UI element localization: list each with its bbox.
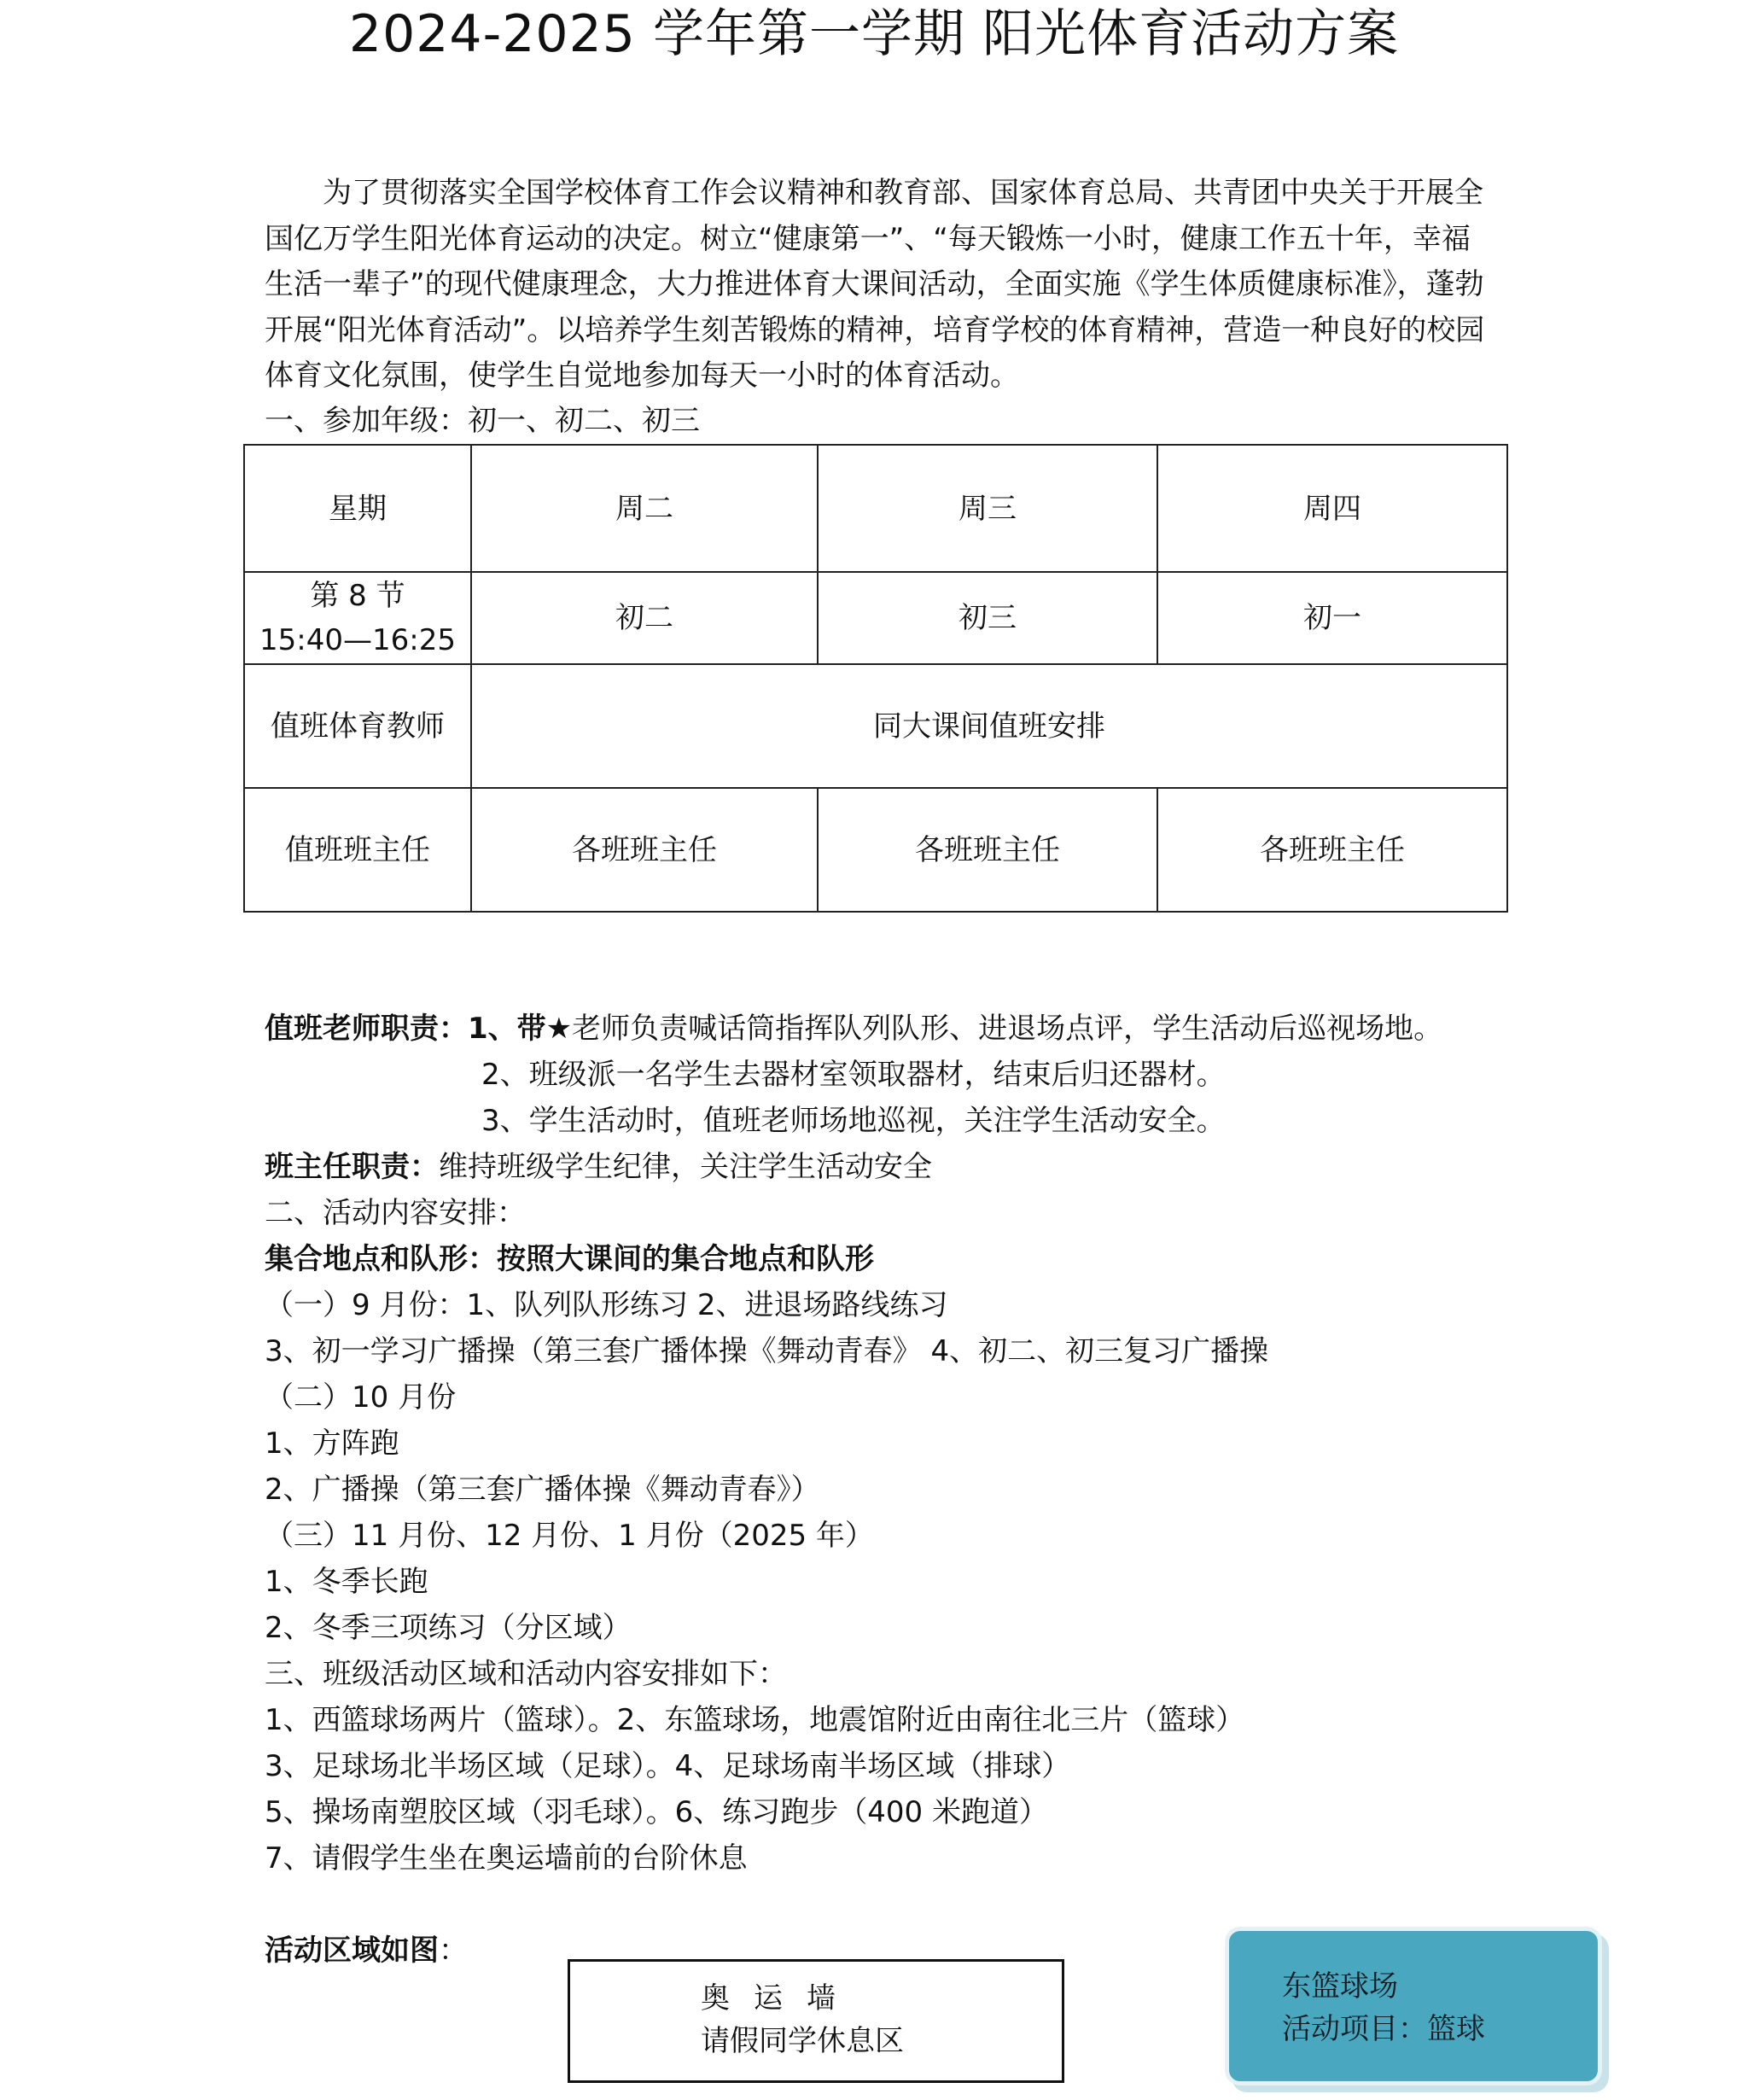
teacher-duty-line <box>265 1006 1442 1052</box>
table-cell: 值班班主任 <box>244 788 471 912</box>
period-time: 15:40—16:25 <box>259 623 456 657</box>
homeroom-duty-text: 维持班级学生纪律，关注学生活动安全 <box>439 1150 932 1184</box>
rest-area-box <box>568 1959 1064 2083</box>
area-line: 1、西篮球场两片（篮球）。2、东篮球场，地震馆附近由南往北三片（篮球） <box>265 1703 1245 1737</box>
teacher-duty-item1-prefix: 1、带★ <box>468 1012 573 1046</box>
area-line: 3、足球场北半场区域（足球）。4、足球场南半场区域（排球） <box>265 1749 1071 1783</box>
table-cell: 各班班主任 <box>818 788 1157 912</box>
table-cell: 周三 <box>818 445 1157 572</box>
area-line: 7、请假学生坐在奥运墙前的台阶休息 <box>265 1841 748 1875</box>
content-line: 2、冬季三项练习（分区域） <box>265 1611 632 1645</box>
area-line: 5、操场南塑胶区域（羽毛球）。6、练习跑步（400 米跑道） <box>265 1795 1048 1829</box>
table-cell: 星期 <box>244 445 471 572</box>
content-line: 1、方阵跑 <box>265 1426 399 1461</box>
content-line: 3、初一学习广播操（第三套广播体操《舞动青春》 4、初二、初三复习广播操 <box>265 1334 1269 1368</box>
page-title: 2024-2025 学年第一学期 阳光体育活动方案 <box>348 4 1400 64</box>
content-line: （一）9 月份：1、队列队形练习 2、进退场路线练习 <box>265 1288 948 1322</box>
table-cell: 各班班主任 <box>471 788 818 912</box>
teacher-duty-item3: 3、学生活动时，值班老师场地巡视，关注学生活动安全。 <box>481 1104 1226 1138</box>
east-court-box <box>1225 1927 1602 2085</box>
intro-paragraph <box>265 171 1494 400</box>
homeroom-duty-label: 班主任职责： <box>265 1150 439 1184</box>
grades-line: 一、参加年级：初一、初二、初三 <box>265 404 700 438</box>
schedule-table <box>243 444 1508 913</box>
period-cell <box>244 572 471 664</box>
table-row <box>244 664 1507 788</box>
content-line: （二）10 月份 <box>265 1380 457 1415</box>
section3-heading: 三、班级活动区域和活动内容安排如下： <box>265 1657 787 1691</box>
table-cell: 周二 <box>471 445 818 572</box>
teacher-duty-item1: 老师负责喊话筒指挥队列队形、进退场点评，学生活动后巡视场地。 <box>572 1012 1443 1046</box>
table-cell: 同大课间值班安排 <box>471 664 1507 788</box>
teacher-duty-item2: 2、班级派一名学生去器材室领取器材，结束后归还器材。 <box>481 1058 1226 1092</box>
table-cell: 周四 <box>1157 445 1507 572</box>
intro-text: 为了贯彻落实全国学校体育工作会议精神和教育部、国家体育总局、共青团中央关于开展全国亿万学生阳光体育运动的决定。树立“健康第一”、“每天锻炼一小时，健康工作五十年，幸福生活一辈子”的现代健康理念，大力推进体育大课间活动，全面实施《学生体质健康标准》，蓬勃开展“阳光体育活动”。以培养学生刻苦锻炼的精神，培育学校的体育精神，营造一种良好的校园体育文化氛围，使学生自觉地参加每天一小时的体育活动。 <box>265 176 1485 393</box>
table-row <box>244 788 1507 912</box>
east-court-title: 东篮球场 <box>1282 1969 1398 2004</box>
gather-line: 集合地点和队形：按照大课间的集合地点和队形 <box>265 1242 874 1276</box>
content-line: （三）11 月份、12 月份、1 月份（2025 年） <box>265 1519 874 1553</box>
period-label: 第 8 节 <box>310 579 405 613</box>
map-label-line <box>265 1928 468 1974</box>
map-label-colon: ： <box>439 1934 468 1968</box>
homeroom-duty-line <box>265 1144 932 1190</box>
rest-area-label: 请假同学休息区 <box>701 2024 904 2058</box>
map-label: 活动区域如图 <box>265 1934 439 1968</box>
section2-heading: 二、活动内容安排： <box>265 1196 526 1230</box>
table-row <box>244 572 1507 664</box>
teacher-duty-label: 值班老师职责： <box>265 1012 468 1046</box>
olympic-wall-label: 奥运墙 <box>701 1981 859 2015</box>
content-line: 2、广播操（第三套广播体操《舞动青春》） <box>265 1473 820 1507</box>
table-cell: 初二 <box>471 572 818 664</box>
content-line: 1、冬季长跑 <box>265 1565 428 1599</box>
east-court-activity: 活动项目：篮球 <box>1282 2012 1485 2046</box>
table-row <box>244 445 1507 572</box>
table-cell: 初三 <box>818 572 1157 664</box>
table-cell: 值班体育教师 <box>244 664 471 788</box>
table-cell: 各班班主任 <box>1157 788 1507 912</box>
table-cell: 初一 <box>1157 572 1507 664</box>
